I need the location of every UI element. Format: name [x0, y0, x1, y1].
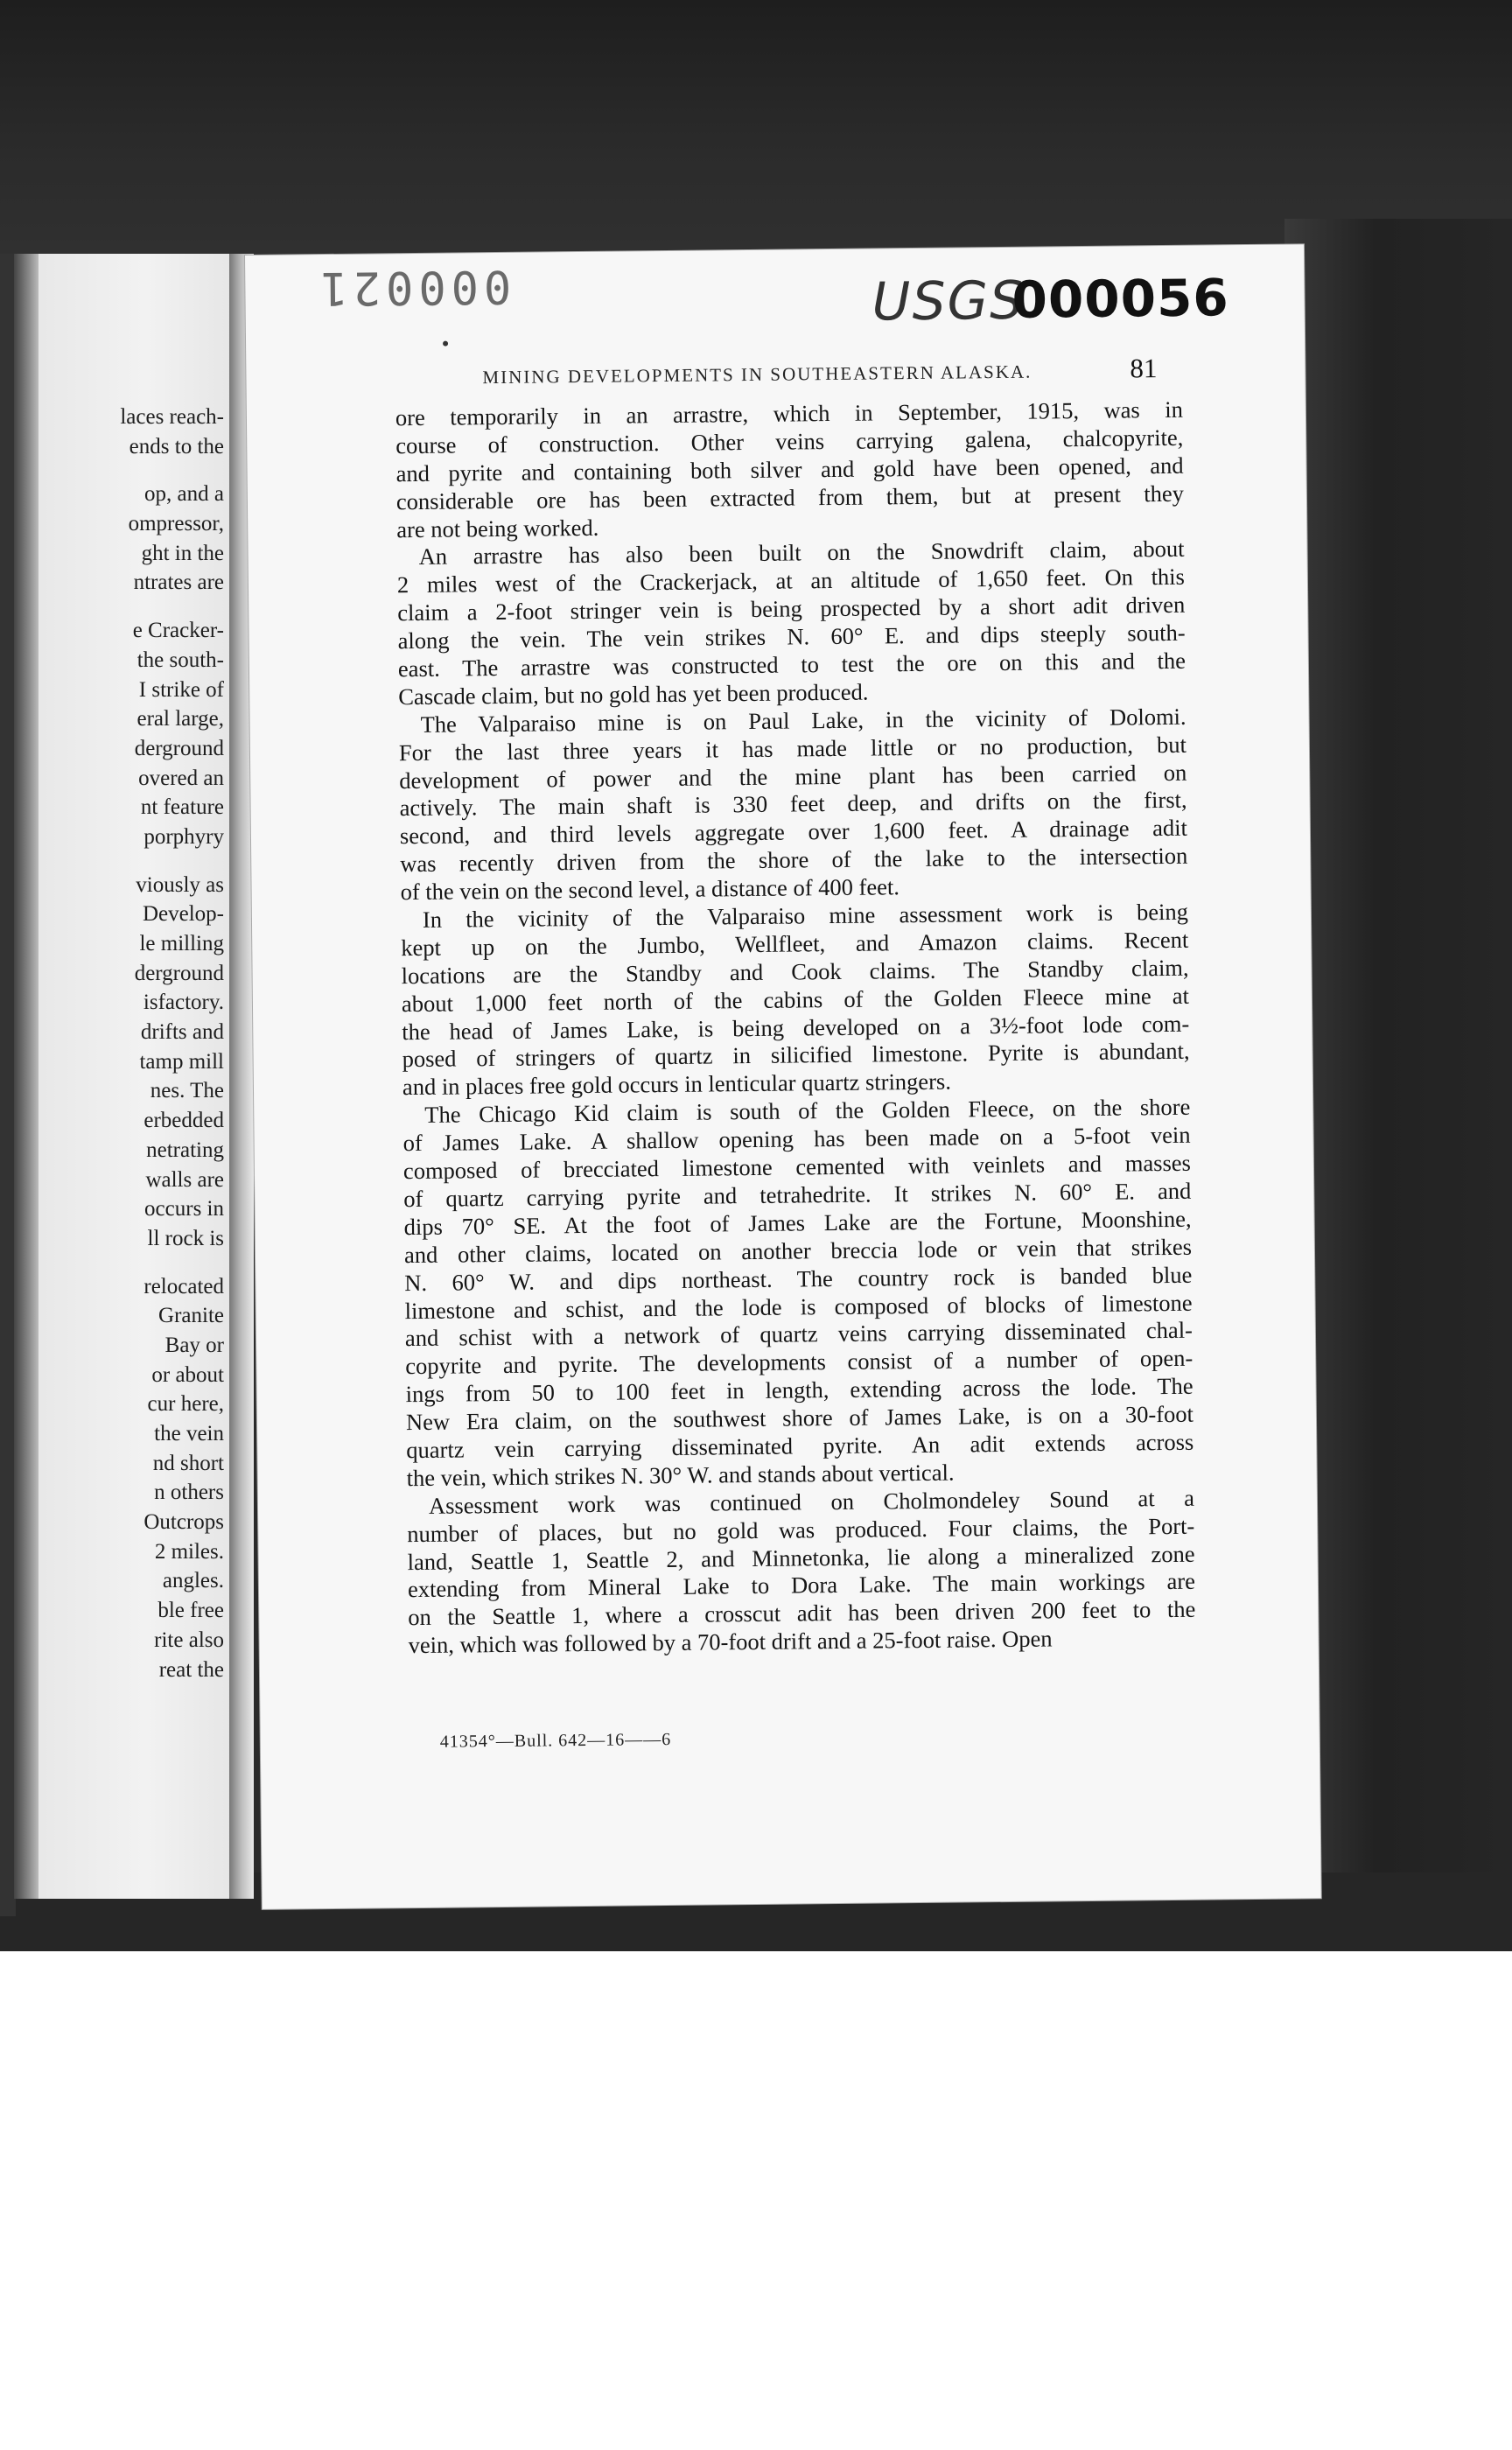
left-page-line: Outcrops: [144, 1510, 224, 1535]
body-line: along the vein. The vein strikes N. 60° E. and dips steeply south-: [397, 619, 1186, 654]
left-page-line: isfactory.: [143, 990, 224, 1015]
body-line: kept up on the Jumbo, Wellfleet, and Amazon claims. Recent: [401, 926, 1189, 962]
left-page-line: nt feature: [140, 795, 224, 820]
body-line: Cascade claim, but no gold has yet been produced.: [398, 678, 869, 710]
left-page-line: [30, 461, 224, 480]
left-page-line: ght in the: [141, 541, 224, 565]
left-page-line: [30, 852, 224, 871]
left-page-line: op, and a: [144, 482, 224, 507]
left-page-line: eral large,: [136, 707, 224, 732]
left-page-line: erbedded: [144, 1109, 224, 1133]
body-line: The Valparaiso mine is on Paul Lake, in the vicinity of Dolomi.: [420, 703, 1186, 738]
body-line: locations are the Standby and Cook claims. The Standby claim,: [401, 954, 1189, 989]
usgs-handwritten-mark: USGS: [872, 270, 1026, 333]
left-page-line: viously as: [136, 872, 224, 897]
body-line: posed of stringers of quartz in silicified limestone. Pyrite is abundant,: [402, 1038, 1190, 1073]
body-line: quartz vein carrying disseminated pyrite. An adit extends across: [406, 1428, 1194, 1464]
body-line: course of construction. Other veins carrying galena, chalcopyrite,: [396, 424, 1184, 459]
body-line: dips 70° SE. At the foot of James Lake are the Fortune, Moonshine,: [403, 1205, 1192, 1240]
left-page-line: porphyry: [144, 824, 224, 849]
body-line: claim a 2-foot stringer vein is being prospected by a short adit driven: [397, 592, 1186, 626]
left-page-line: Develop-: [142, 902, 224, 927]
left-page-line: Granite: [158, 1304, 224, 1328]
body-line: number of places, but no gold was produced. Four claims, the Port-: [407, 1512, 1195, 1547]
body-line: of James Lake. A shallow opening has been made on a 5-foot vein: [402, 1121, 1191, 1157]
body-line: composed of brecciated limestone cemented with veinlets and masses: [402, 1149, 1192, 1185]
body-line: An arrastre has also been built on the Snowdrift claim, about: [418, 536, 1185, 570]
body-line: 2 miles west of the Crackerjack, at an altitude of 1,650 feet. On this: [396, 564, 1186, 598]
left-page-line: rite also: [154, 1628, 224, 1652]
body-line: N. 60° W. and dips northeast. The country rock is banded blue: [404, 1261, 1193, 1296]
left-page-line: occurs in: [144, 1197, 224, 1222]
left-page-line: ll rock is: [147, 1226, 224, 1250]
left-page-line: le milling: [139, 932, 224, 956]
left-page-line: derground: [134, 736, 224, 760]
left-page-line: the vein: [154, 1422, 224, 1446]
body-text: [396, 396, 1196, 1660]
document-page: [245, 244, 1321, 1909]
body-line: are not being worked.: [396, 514, 599, 542]
left-page-line: netrating: [146, 1138, 224, 1162]
page-number: 81: [1130, 353, 1158, 384]
left-page-line: derground: [134, 961, 224, 985]
body-line: considerable ore has been extracted from them, but at present they: [396, 480, 1185, 514]
left-page-text: [30, 402, 224, 1684]
left-facing-page: [14, 254, 233, 1899]
left-page-line: laces reach-: [120, 405, 224, 429]
left-page-line: nd short: [152, 1451, 224, 1475]
body-line: of quartz carrying pyrite and tetrahedrite. It strikes N. 60° E. and: [403, 1177, 1192, 1213]
body-line: and schist with a network of quartz veins carrying disseminated chal-: [404, 1317, 1194, 1352]
body-line: east. The arrastre was constructed to test the ore on this and the: [397, 647, 1186, 682]
left-page-line: angles.: [162, 1569, 224, 1593]
left-page-line: or about: [151, 1362, 224, 1387]
body-line: vein, which was followed by a 70-foot drift and a 25-foot raise. Open: [408, 1625, 1053, 1659]
body-line: The Chicago Kid claim is south of the Golden Fleece, on the shore: [424, 1094, 1191, 1129]
body-line: and other claims, located on another breccia lode or vein that strikes: [403, 1233, 1193, 1268]
left-page-line: drifts and: [140, 1020, 224, 1045]
left-page-line: [30, 598, 224, 616]
body-line: copyrite and pyrite. The developments consist of a number of open-: [405, 1345, 1194, 1380]
left-page-line: [30, 1254, 224, 1272]
body-line: For the last three years it has made little or no production, but: [398, 731, 1187, 766]
body-line: limestone and schist, and the lode is composed of blocks of limestone: [404, 1289, 1193, 1324]
body-line: was recently driven from the shore of the lake to the intersection: [400, 843, 1188, 878]
left-page-line: the south-: [136, 648, 224, 672]
left-page-line: ends to the: [129, 434, 224, 458]
body-line: Assessment work was continued on Cholmondeley Sound at a: [428, 1484, 1195, 1519]
left-page-line: walls are: [145, 1167, 224, 1192]
body-line: extending from Mineral Lake to Dora Lake. The main workings are: [407, 1568, 1196, 1603]
inverted-stamp: 000021: [315, 259, 512, 315]
body-line: the head of James Lake, is being developed on a 3½-foot lode com-: [402, 1010, 1190, 1045]
body-line: second, and third levels aggregate over 1,600 feet. A drainage adit: [399, 815, 1188, 850]
left-page-line: overed an: [138, 766, 224, 790]
body-line: development of power and the mine plant has been carried on: [399, 759, 1187, 794]
printer-signature-line: 41354°—Bull. 642—16——6: [439, 1729, 672, 1752]
body-line: the vein, which strikes N. 30° W. and stands about vertical.: [406, 1459, 955, 1491]
body-line: land, Seattle 1, Seattle 2, and Minnetonka, lie along a mineralized zone: [407, 1540, 1195, 1575]
body-line: of the vein on the second level, a distance of 400 feet.: [400, 873, 900, 906]
body-line: and pyrite and containing both silver and gold have been opened, and: [396, 452, 1184, 486]
speck: [443, 341, 448, 346]
body-line: ings from 50 to 100 feet in length, extending across the lode. The: [405, 1372, 1194, 1408]
left-page-line: Bay or: [164, 1333, 224, 1357]
left-page-line: e Cracker-: [132, 619, 224, 643]
left-page-line: cur here,: [147, 1392, 224, 1417]
document-number-stamp: 000056: [1012, 268, 1230, 330]
body-line: and in places free gold occurs in lenticular quartz stringers.: [402, 1068, 952, 1101]
scan-top-shadow: [0, 0, 1512, 254]
left-page-line: ntrates are: [133, 570, 224, 595]
left-page-line: ble free: [158, 1599, 224, 1623]
left-page-line: ompressor,: [128, 512, 224, 536]
running-head: MINING DEVELOPMENTS IN SOUTHEASTERN ALASKA.: [482, 360, 1032, 388]
left-page-line: nes. The: [150, 1079, 224, 1103]
left-page-line: I strike of: [138, 677, 224, 702]
left-page-line: tamp mill: [139, 1049, 224, 1074]
body-line: actively. The main shaft is 330 feet deep, and drifts on the first,: [399, 787, 1187, 822]
left-page-line: n others: [154, 1480, 224, 1505]
left-page-line: 2 miles.: [154, 1539, 224, 1564]
left-page-line: reat the: [158, 1657, 224, 1682]
left-page-line: relocated: [144, 1274, 224, 1298]
body-line: about 1,000 feet north of the cabins of the Golden Fleece mine at: [401, 982, 1190, 1017]
body-line: In the vicinity of the Valparaiso mine assessment work is being: [422, 898, 1189, 933]
body-line: New Era claim, on the southwest shore of James Lake, is on a 30-foot: [405, 1400, 1194, 1436]
body-line: on the Seattle 1, where a crosscut adit has been driven 200 feet to the: [408, 1596, 1196, 1631]
body-line: ore temporarily in an arrastre, which in September, 1915, was in: [395, 396, 1184, 431]
